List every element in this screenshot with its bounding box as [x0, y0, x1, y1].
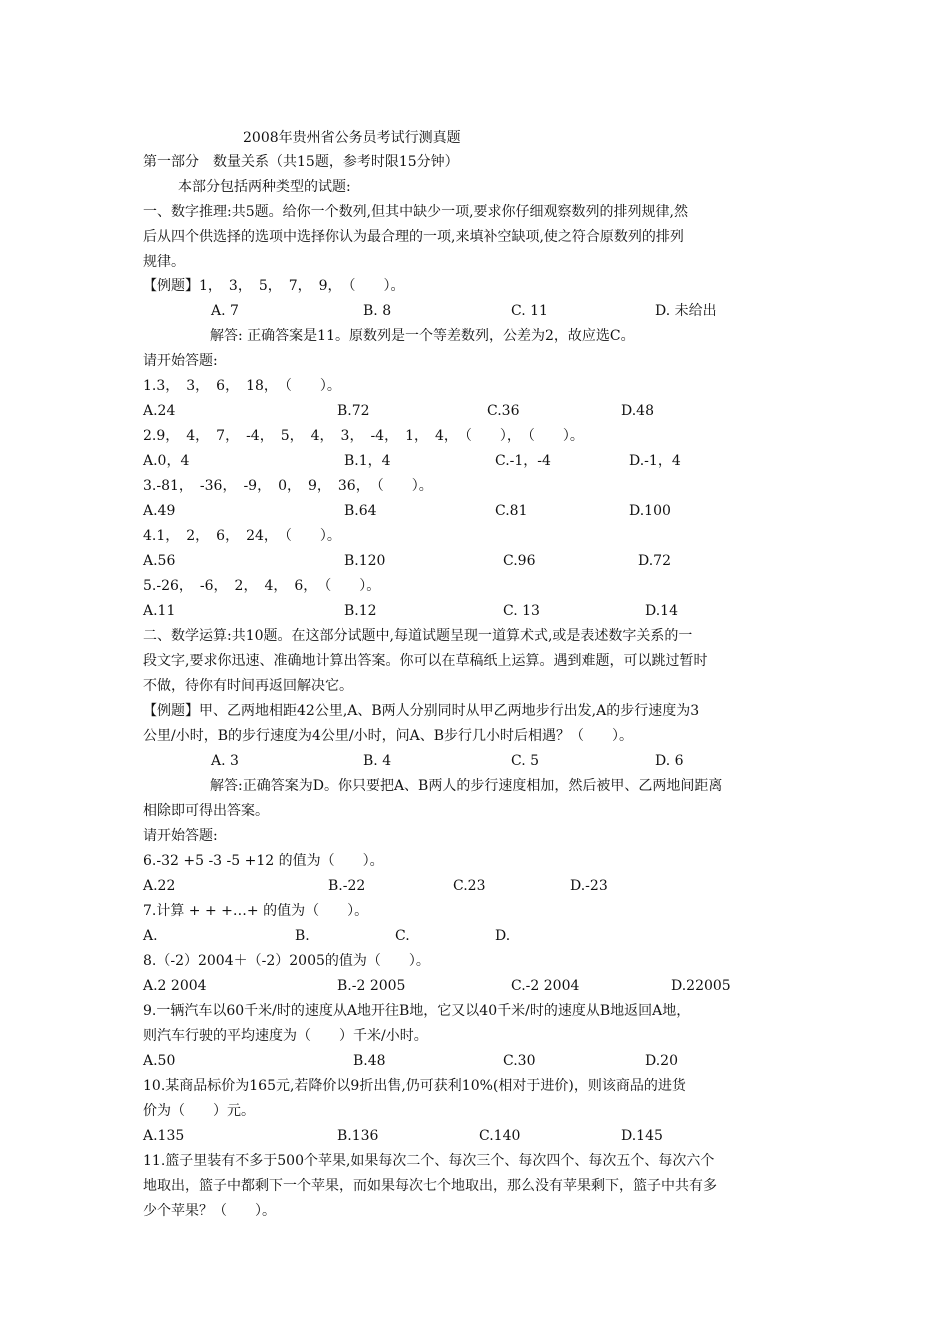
question-8: 8.（-2）2004＋（-2）2005的值为（ ）。	[143, 953, 430, 969]
start-prompt: 请开始答题:	[143, 828, 218, 844]
option: C.	[395, 928, 410, 944]
intro: 本部分包括两种类型的试题:	[178, 179, 351, 195]
option: D.20	[645, 1053, 678, 1069]
option: C.81	[495, 503, 528, 519]
section1-line: 后从四个供选择的选项中选择你认为最合理的一项,来填补空缺项,使之符合原数列的排列	[143, 229, 684, 245]
question-1: 1.3， 3， 6， 18， （ ）。	[143, 378, 341, 394]
option: D.14	[645, 603, 678, 619]
example2-option: B. 4	[363, 753, 392, 769]
example1-option: B. 8	[363, 303, 392, 319]
question-9: 9.一辆汽车以60千米/时的速度从A地开往B地，它又以40千米/时的速度从B地返回A地，	[143, 1003, 691, 1019]
question-10: 10.某商品标价为165元,若降价以9折出售,仍可获利10%(相对于进价)，则该商品的进货	[143, 1078, 686, 1094]
question-11: 11.篮子里装有不多于500个苹果,如果每次二个、每次三个、每次四个、每次五个、每次六个	[143, 1153, 715, 1169]
option: B.136	[337, 1128, 379, 1144]
option: A.22	[143, 878, 176, 894]
section2-line: 段文字,要求你迅速、准确地计算出答案。你可以在草稿纸上运算。遇到难题，可以跳过暂时	[143, 653, 708, 669]
section2-line: 不做，待你有时间再返回解决它。	[143, 678, 353, 694]
option: D.145	[621, 1128, 663, 1144]
option: B.64	[344, 503, 377, 519]
start-prompt: 请开始答题:	[143, 353, 218, 369]
section1-line: 一、数字推理:共5题。给你一个数列,但其中缺少一项,要求你仔细观察数列的排列规律,然	[143, 204, 688, 220]
option: B.120	[344, 553, 386, 569]
question-7: 7.计算 + + +…+ 的值为（ ）。	[143, 903, 369, 919]
question-10-cont: 价为（ ）元。	[143, 1103, 255, 1119]
option: B.1，4	[344, 453, 391, 469]
question-3: 3.-81， -36， -9， 0， 9， 36， （ ）。	[143, 478, 433, 494]
option: A.11	[143, 603, 176, 619]
example1-option: D. 未给出	[655, 303, 717, 319]
option: D.22005	[671, 978, 731, 994]
option: C.96	[503, 553, 536, 569]
option: D.100	[629, 503, 671, 519]
question-5: 5.-26， -6， 2， 4， 6， （ ）。	[143, 578, 381, 594]
question-6: 6.-32 +5 -3 -5 +12 的值为（ ）。	[143, 853, 384, 869]
option: C.-2 2004	[511, 978, 580, 994]
option: B.-22	[328, 878, 366, 894]
option: D.-23	[570, 878, 608, 894]
option: C.36	[487, 403, 520, 419]
option: D.72	[638, 553, 671, 569]
example2-option: A. 3	[211, 753, 239, 769]
option: A.56	[143, 553, 176, 569]
question-11-cont: 地取出，篮子中都剩下一个苹果，而如果每次七个地取出，那么没有苹果剩下，篮子中共有多	[143, 1178, 717, 1194]
option: A.135	[143, 1128, 185, 1144]
example2-answer-line: 相除即可得出答案。	[143, 803, 269, 819]
example1-question: 【例题】1， 3， 5， 7， 9， （ ）。	[143, 278, 405, 294]
option: D.	[495, 928, 511, 944]
option: D.-1，4	[629, 453, 681, 469]
option: B.48	[353, 1053, 386, 1069]
option: C.30	[503, 1053, 536, 1069]
question-2: 2.9， 4， 7， -4， 5， 4， 3， -4， 1， 4， （ ）， （ ）。	[143, 428, 584, 444]
part1-heading: 第一部分 数量关系（共15题，参考时限15分钟）	[143, 154, 459, 170]
option: A.49	[143, 503, 176, 519]
option: A.50	[143, 1053, 176, 1069]
option: A.24	[143, 403, 176, 419]
doc-title: 2008年贵州省公务员考试行测真题	[243, 130, 461, 146]
example2-line: 【例题】甲、乙两地相距42公里,A、B两人分别同时从甲乙两地步行出发,A的步行速度为3	[143, 703, 700, 719]
option: B.-2 2005	[337, 978, 406, 994]
option: C. 13	[503, 603, 540, 619]
option: A.2 2004	[143, 978, 207, 994]
example2-option: C. 5	[511, 753, 540, 769]
example2-answer-line: 解答:正确答案为D。你只要把A、B两人的步行速度相加，然后被甲、乙两地间距离	[210, 778, 723, 794]
question-11-cont: 少个苹果？（ ）。	[143, 1203, 276, 1219]
option: C.-1，-4	[495, 453, 551, 469]
option: A.0，4	[143, 453, 190, 469]
section1-line: 规律。	[143, 254, 185, 270]
option: C.23	[453, 878, 486, 894]
option: B.	[295, 928, 310, 944]
option: B.72	[337, 403, 370, 419]
option: D.48	[621, 403, 654, 419]
example2-line: 公里/小时，B的步行速度为4公里/小时，问A、B步行几小时后相遇？（ ）。	[143, 728, 634, 744]
question-4: 4.1， 2， 6， 24， （ ）。	[143, 528, 341, 544]
option: A.	[143, 928, 158, 944]
example1-option: A. 7	[211, 303, 239, 319]
example1-option: C. 11	[511, 303, 548, 319]
question-9-cont: 则汽车行驶的平均速度为（ ）千米/小时。	[143, 1028, 428, 1044]
example2-option: D. 6	[655, 753, 684, 769]
section2-line: 二、数学运算:共10题。在这部分试题中,每道试题呈现一道算术式,或是表述数字关系的一	[143, 628, 693, 644]
option: C.140	[479, 1128, 521, 1144]
example1-answer: 解答: 正确答案是11。原数列是一个等差数列，公差为2，故应选C。	[210, 328, 635, 344]
option: B.12	[344, 603, 377, 619]
